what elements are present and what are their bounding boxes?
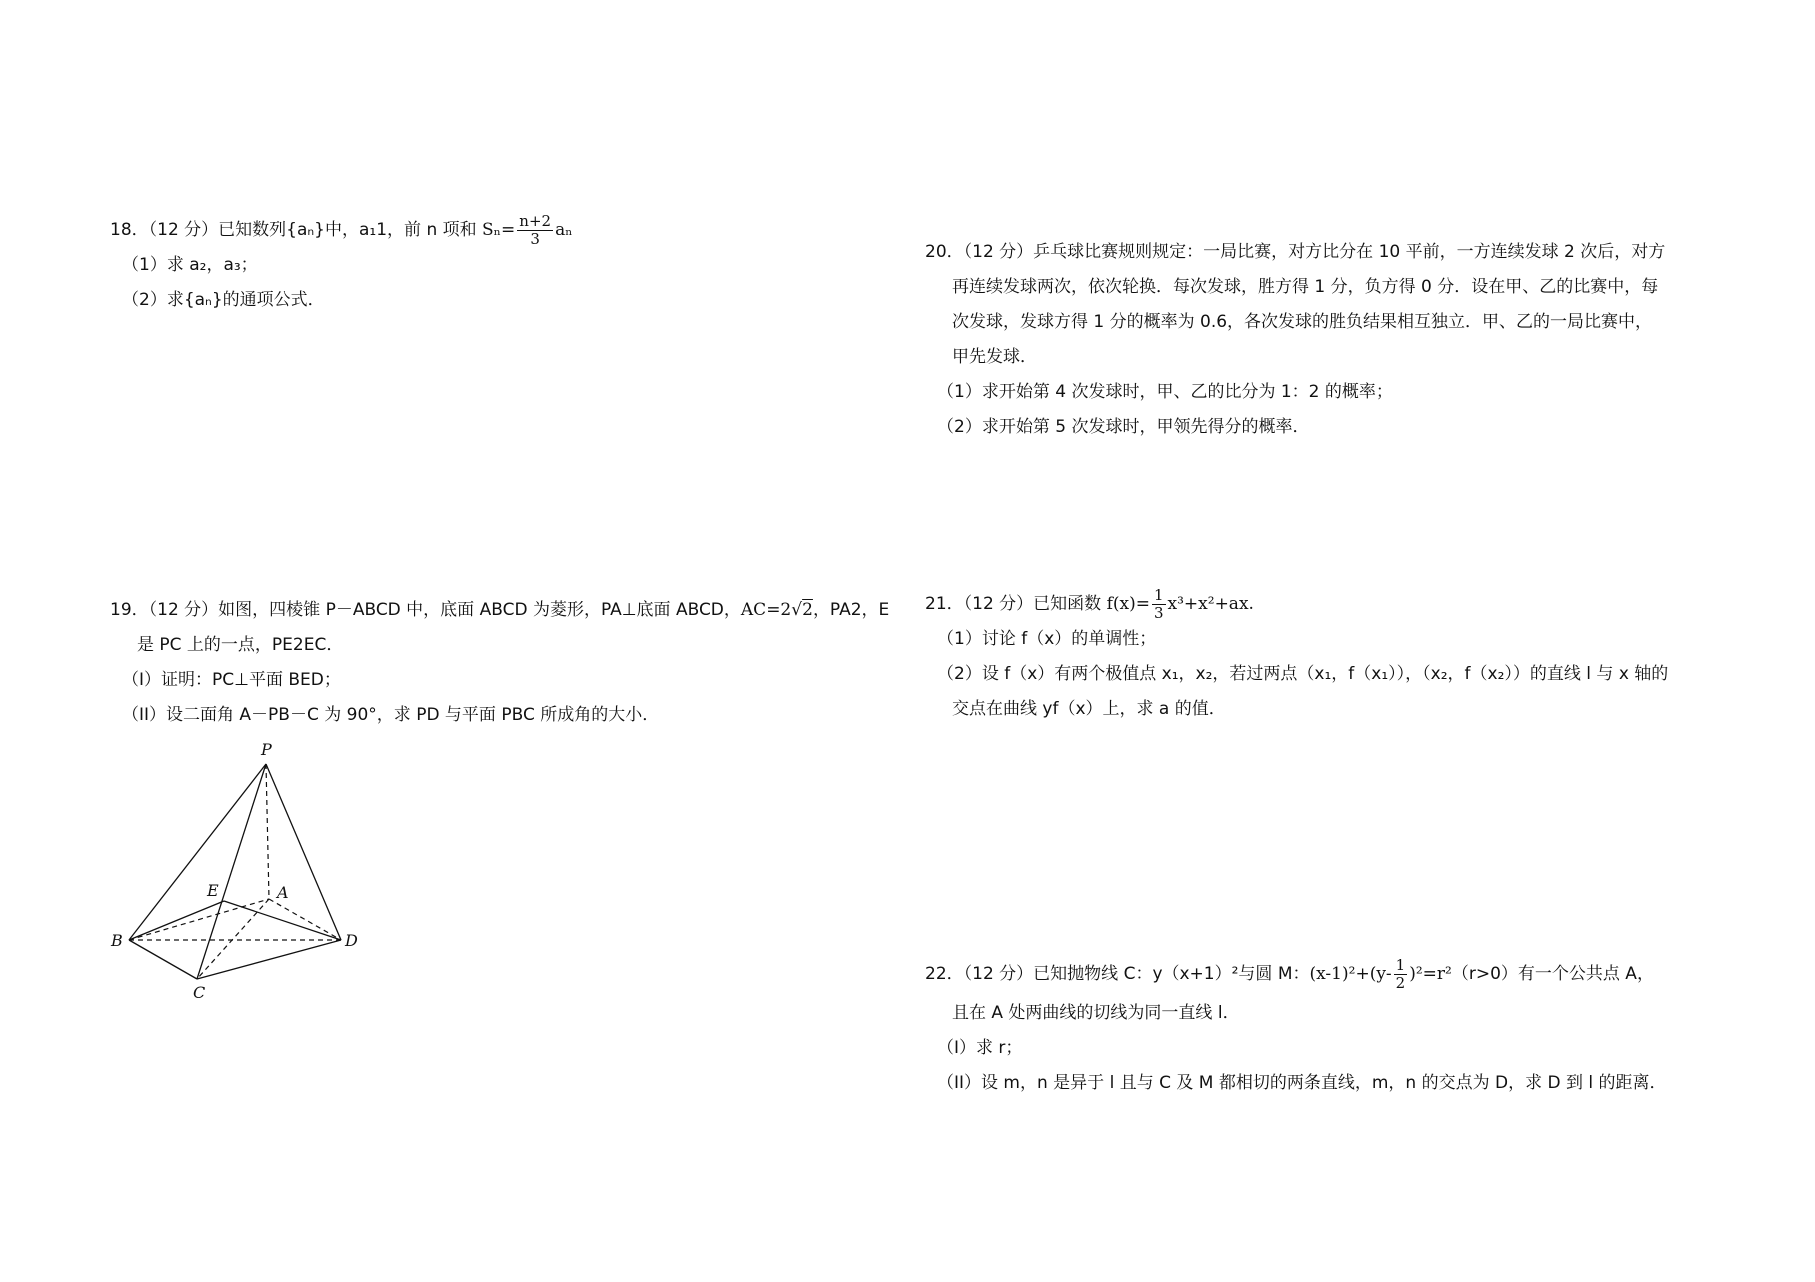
edge-bc	[129, 940, 197, 979]
sn-formula: Sₙ= $\frac{n+2}{3}$ aₙ	[482, 212, 573, 248]
edge-ba	[129, 899, 269, 940]
question-22	[925, 952, 1735, 1101]
edge-pa	[266, 764, 269, 899]
question-18	[110, 213, 890, 318]
question-21-stem: 21．（12 分）已知函数 f(x)= $\frac{1}{3}$ x³+x²+ax.	[925, 586, 1254, 622]
question-18-stem: 18．（12 分）已知数列{aₙ}中，a₁1，前 n 项和 Sₙ= $\frac{n+2}{3}$ aₙ	[110, 212, 573, 248]
fraction: $\frac{n+2}{3}$	[519, 212, 552, 248]
question-22-part-2: （II）设 m，n 是异于 l 且与 C 及 M 都相切的两条直线，m，n 的交点为 D，求 D 到 l 的距离．	[937, 1073, 1667, 1093]
ac-formula: AC=2√2	[740, 600, 813, 620]
question-19-part-2: （II）设二面角 A－PB－C 为 90°，求 PD 与平面 PBC 所成角的大小．	[122, 705, 660, 725]
edge-pc	[197, 764, 266, 979]
question-20-line-1: 20．（12 分）乒乓球比赛规则规定：一局比赛，对方比分在 10 平前，一方连续发球 2 次后，对方	[925, 242, 1666, 262]
question-22-part-1: （I）求 r；	[937, 1038, 1023, 1058]
question-21-part-2-line-1: （2）设 f（x）有两个极值点 x₁，x₂，若过两点（x₁，f（x₁）），（x₂，f（x₂））的直线 l 与 x 轴的	[937, 664, 1669, 684]
question-22-line-2: 且在 A 处两曲线的切线为同一直线 l．	[952, 1003, 1240, 1023]
question-21	[925, 587, 1735, 727]
question-19-part-1: （I）证明：PC⊥平面 BED；	[122, 670, 341, 690]
edge-pd	[266, 764, 341, 940]
label-d: D	[345, 931, 358, 950]
question-20-part-2: （2）求开始第 5 次发球时，甲领先得分的概率．	[937, 417, 1310, 437]
pyramid-figure	[105, 735, 375, 1010]
label-e: E	[207, 881, 219, 900]
question-20	[925, 235, 1735, 445]
question-19-stem-line-1: 19．（12 分）如图，四棱锥 P－ABCD 中，底面 ABCD 为菱形，PA⊥底面 ABCD，AC=2√2，PA2，E	[110, 600, 890, 620]
question-21-part-2-line-2: 交点在曲线 yf（x）上，求 a 的值．	[952, 699, 1226, 719]
edge-cd	[197, 940, 341, 979]
question-20-line-2: 再连续发球两次，依次轮换．每次发球，胜方得 1 分，负方得 0 分．设在甲、乙的比赛中，每	[952, 277, 1659, 297]
label-a: A	[277, 883, 289, 902]
question-20-line-4: 甲先发球．	[952, 347, 1037, 367]
label-p: P	[261, 740, 272, 759]
edge-pb	[129, 764, 266, 940]
question-22-stem: 22．（12 分）已知抛物线 C：y（x+1）²与圆 M：(x-1)²+(y- $\frac{1}{2}$ )²=r²（r>0）有一个公共点 A，	[925, 956, 1654, 992]
edge-be	[129, 901, 224, 940]
question-18-part-2: （2）求{aₙ}的通项公式．	[122, 290, 325, 310]
question-20-part-1: （1）求开始第 4 次发球时，甲、乙的比分为 1：2 的概率；	[937, 382, 1393, 402]
edge-ac	[197, 899, 269, 979]
label-c: C	[193, 983, 206, 1002]
question-19	[110, 593, 910, 733]
circle-formula: (x-1)²+(y- $\frac{1}{2}$ )²=r²	[1309, 956, 1452, 992]
label-b: B	[111, 931, 123, 950]
f-formula: f(x)= $\frac{1}{3}$ x³+x²+ax.	[1106, 586, 1254, 622]
question-19-stem-line-2: 是 PC 上的一点，PE2EC．	[137, 635, 344, 655]
fraction: $\frac{1}{2}$	[1395, 956, 1406, 992]
question-21-part-1: （1）讨论 f（x）的单调性；	[937, 629, 1157, 649]
question-18-part-1: （1）求 a₂，a₃；	[122, 255, 258, 275]
fraction: $\frac{1}{3}$	[1153, 586, 1164, 622]
question-20-line-3: 次发球，发球方得 1 分的概率为 0.6，各次发球的胜负结果相互独立．甲、乙的一局比赛中，	[952, 312, 1653, 332]
